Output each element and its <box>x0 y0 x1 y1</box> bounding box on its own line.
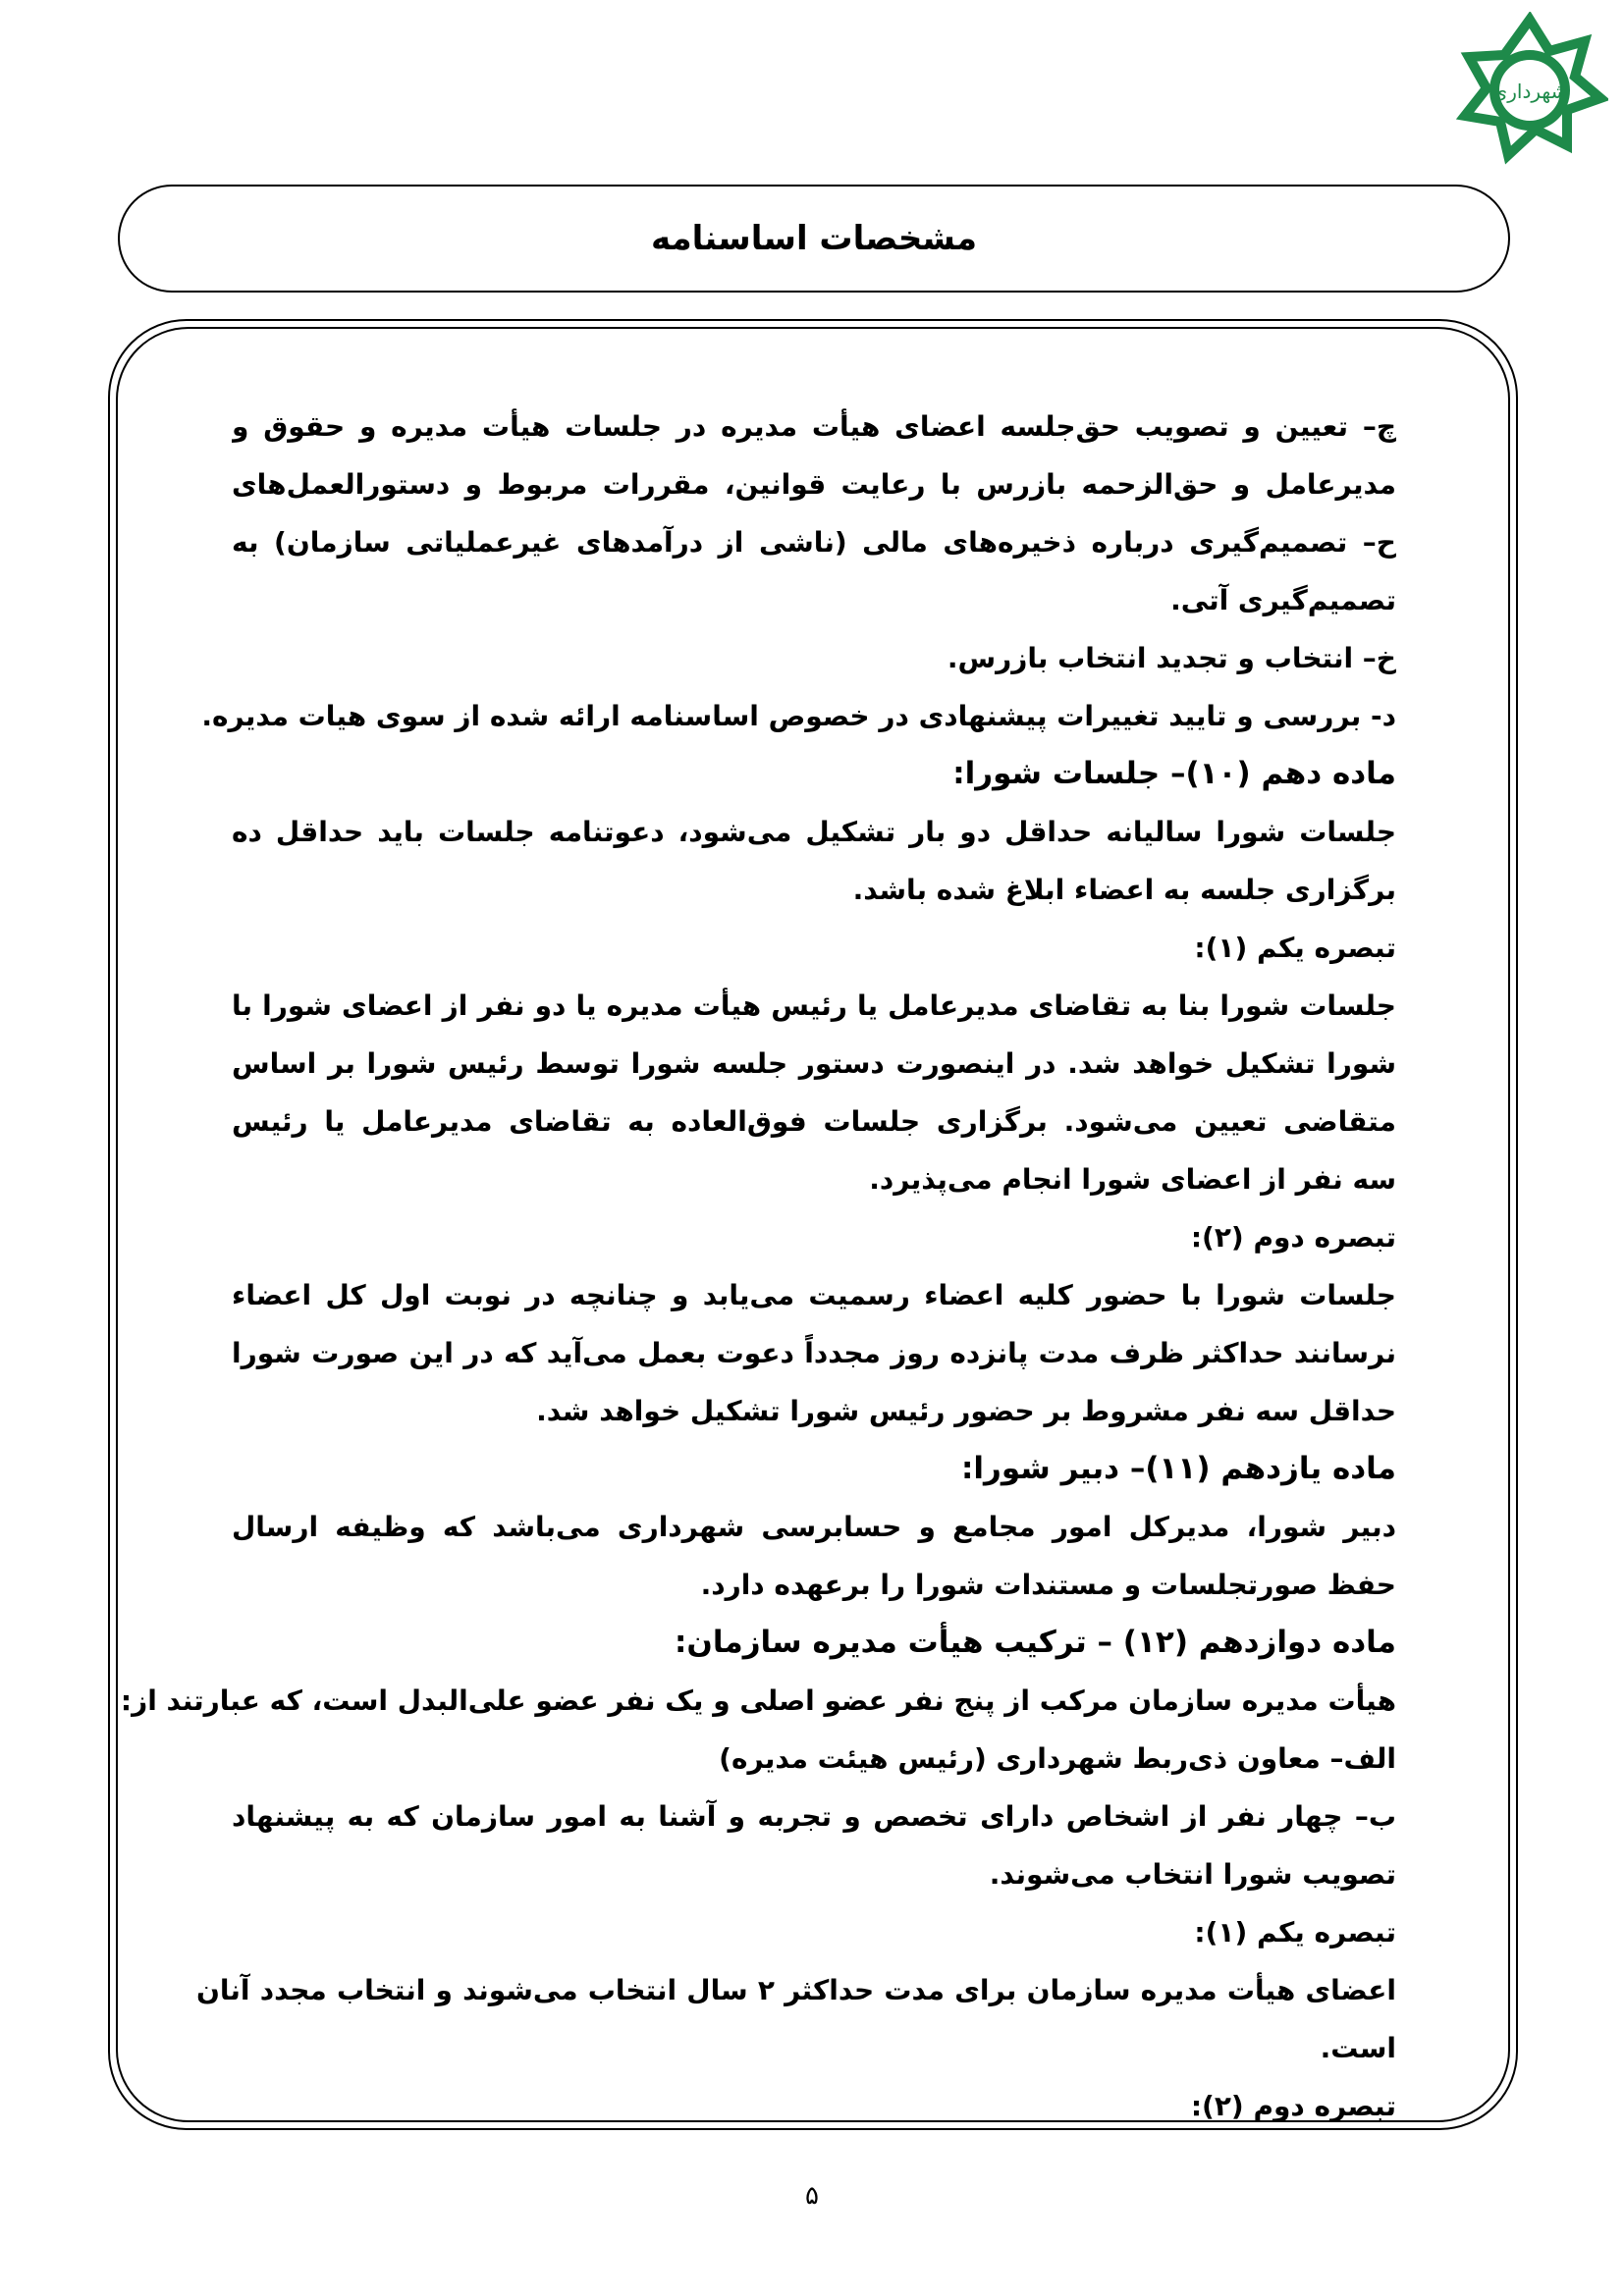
section-title: مشخصات اساسنامه <box>650 219 978 258</box>
svg-text:شهرداری: شهرداری <box>1491 80 1568 103</box>
text-line: برگزاری جلسه به اعضاء ابلاغ شده باشد. <box>852 874 1396 906</box>
text-line: تبصره دوم (۲): <box>1190 1221 1396 1254</box>
text-line: ح– تصمیم‌گیری درباره ذخیره‌های مالی (ناشی از درآمدهای غیرعملیاتی سازمان) به <box>232 526 1396 559</box>
page-number: ۵ <box>805 2181 819 2211</box>
tehran-municipality-logo <box>1451 12 1608 169</box>
text-line: خ– انتخاب و تجدید انتخاب بازرس. <box>947 642 1396 674</box>
text-line: حفظ صورتجلسات و مستندات شورا را برعهده دارد. <box>700 1569 1396 1601</box>
text-line: هیأت مدیره سازمان مرکب از پنج نفر عضو اصلی و یک نفر عضو علی‌البدل است، که عبارتند از: <box>120 1684 1396 1717</box>
text-line: سه نفر از اعضای شورا انجام می‌پذیرد. <box>869 1163 1396 1196</box>
text-line: چ– تعیین و تصویب حق‌جلسه اعضای هیأت مدیره در جلسات هیأت مدیره و حقوق و <box>232 410 1396 443</box>
text-line: د- بررسی و تایید تغییرات پیشنهادی در خصوص اساسنامه ارائه شده از سوی هیات مدیره. <box>201 700 1396 732</box>
text-line: مدیرعامل و حق‌الزحمه بازرس با رعایت قوانین، مقررات مربوط و دستورالعمل‌های <box>232 468 1396 501</box>
text-line: متقاضی تعیین می‌شود. برگزاری جلسات فوق‌العاده به تقاضای مدیرعامل یا رئیس <box>232 1105 1396 1138</box>
text-line: تصمیم‌گیری آتی. <box>1170 584 1396 616</box>
article-heading: ماده دهم (۱۰)– جلسات شورا: <box>952 756 1396 791</box>
text-line: الف– معاون ذی‌ربط شهرداری (رئیس هیئت مدیره) <box>719 1742 1396 1775</box>
text-line: است. <box>1320 2032 1396 2064</box>
text-line: تبصره یکم (۱): <box>1194 1916 1396 1949</box>
text-line: دبیر شورا، مدیرکل امور مجامع و حسابرسی شهرداری می‌باشد که وظیفه ارسال <box>232 1511 1396 1543</box>
text-line: نرسانند حداکثر ظرف مدت پانزده روز مجدداً دعوت بعمل می‌آید که در این صورت شورا <box>232 1337 1396 1369</box>
text-line: اعضای هیأت مدیره سازمان برای مدت حداکثر ۲ سال انتخاب می‌شوند و انتخاب مجدد آنان <box>196 1974 1396 2006</box>
article-heading: ماده یازدهم (۱۱)– دبیر شورا: <box>960 1451 1396 1486</box>
text-line: حداقل سه نفر مشروط بر حضور رئیس شورا تشکیل خواهد شد. <box>536 1395 1396 1427</box>
article-heading: ماده دوازدهم (۱۲) – ترکیب هیأت مدیره سازمان: <box>675 1625 1396 1660</box>
text-line: تبصره یکم (۱): <box>1194 932 1396 964</box>
text-line: شورا تشکیل خواهد شد. در اینصورت دستور جلسه شورا توسط رئیس شورا بر اساس <box>232 1047 1396 1080</box>
text-line: ب– چهار نفر از اشخاص دارای تخصص و تجربه و آشنا به امور سازمان که به پیشنهاد <box>232 1800 1396 1833</box>
text-line: جلسات شورا با حضور کلیه اعضاء رسمیت می‌یابد و چنانچه در نوبت اول کل اعضاء <box>232 1279 1396 1311</box>
section-title-box <box>118 185 1510 293</box>
document-body <box>120 398 1396 2135</box>
text-line: تصویب شورا انتخاب می‌شوند. <box>989 1858 1396 1891</box>
text-line: تبصره دوم (۲): <box>1190 2090 1396 2122</box>
text-line: جلسات شورا بنا به تقاضای مدیرعامل یا رئیس هیأت مدیره یا دو نفر از اعضای شورا با <box>232 989 1396 1022</box>
text-line: جلسات شورا سالیانه حداقل دو بار تشکیل می‌شود، دعوتنامه جلسات باید حداقل ده <box>232 816 1396 848</box>
